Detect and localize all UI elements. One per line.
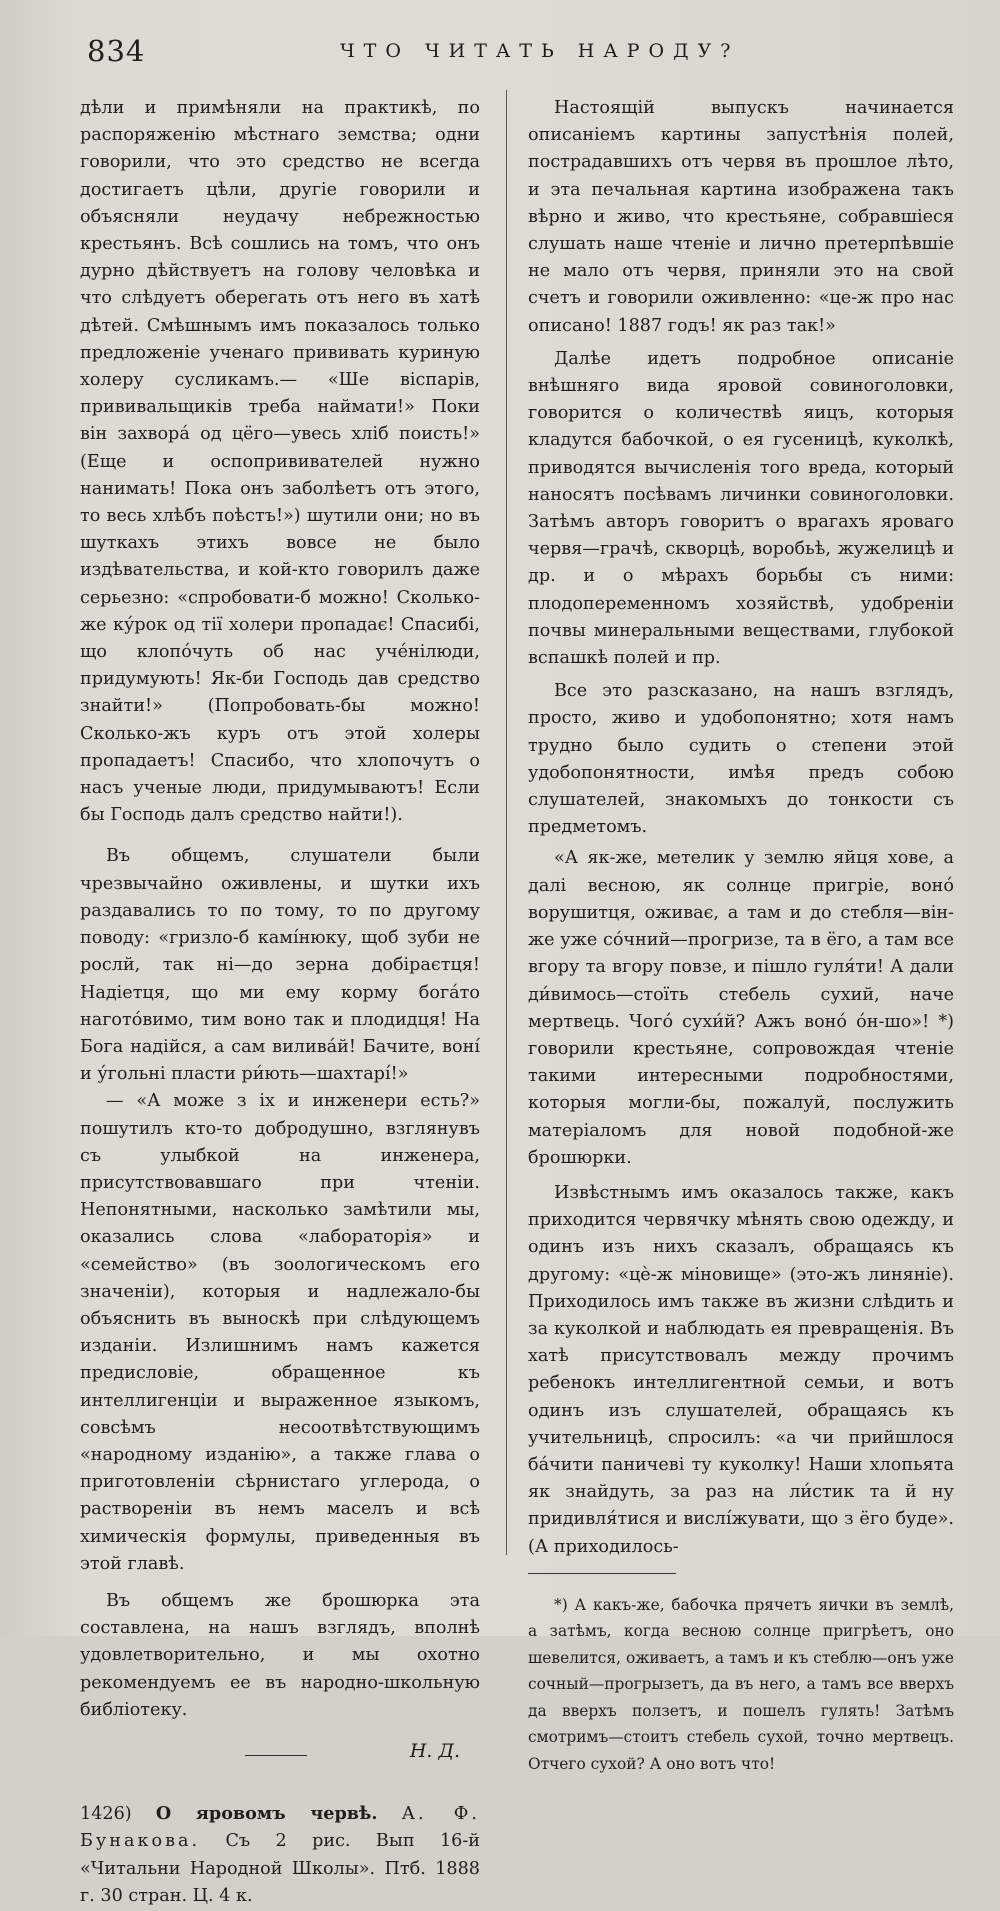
left-paragraph: — «А може з іх и инженери есть?» пошутилъ кто-то добродушно, взглянувъ съ улыбкой на инженера, присутствовавшаго при чтеніи. Непонятными, насколько замѣтили мы, оказались слова «лабораторія» и «семейство» (въ зоологическомъ его значеніи), которыя и надлежало-бы объяснить въ выноскѣ при слѣдующемъ изданіи. Излишнимъ намъ кажется предисловіе, обращенное къ интеллигенціи и выраженное языкомъ, совсѣмъ несоотвѣтствующимъ «народному изданію», а также глава о приготовленіи сѣрнистаго углерода, о раствореніи въ немъ маселъ и всѣ химическія формулы, приведенныя въ этой главѣ. (80, 1091, 480, 1574)
right-paragraph: Все это разсказано, на нашъ взглядъ, просто, живо и удобопонятно; хотя намъ трудно было судить о степени этой удобопонятности, имѣя предъ собою слушателей, знакомыхъ до тонкости съ предметомъ. (528, 681, 954, 838)
footnote-rule (528, 1573, 676, 1574)
left-paragraph: Въ общемъ, слушатели были чрезвычайно оживлены, и шутки ихъ раздавались то по тому, то по другому поводу: «гризло-б камі́нюку, щоб зуби не рослй, так ні—до зерна добіраєтця! Надіетця, що ми ему корму бога́то нагото́вимо, тим воно так и плодидця! На Бога надійся, а сам вилива́й! Бачите, воні́ и у́гольні пласти ри́ють—шахтарі́!» (80, 846, 480, 1085)
column-divider (506, 90, 507, 1555)
running-title: ЧТО ЧИТАТЬ НАРОДУ? (340, 40, 740, 62)
entry-author: А. Ф. Бунакова. (80, 1803, 481, 1852)
bibliography-entry (80, 1800, 480, 1911)
left-column (80, 95, 480, 1911)
page-header (0, 30, 1000, 80)
right-paragraph: Извѣстнымъ имъ оказалось также, какъ приходится червячку мѣнять свою одежду, и одинъ изъ нихъ сказалъ, обращаясь къ другому: «цѐ-ж міновище» (это-жъ линяніе). Приходилось имъ также въ жизни слѣдить и за куколкой и наблюдать ея превращенія. Въ хатѣ присутствовалъ между прочимъ ребенокъ интеллигентной семьи, и вотъ одинъ изъ слушателей, обращаясь къ учительницѣ, спросилъ: «а чи прийшлося ба́чити паничеві ту куколку! Наши хлопьята як знайдуть, за раз на ли́стик та й ну придивля́тися и вислі́жувати, що з ёго буде». (А приходилось- (528, 1182, 954, 1557)
signature-row (80, 1738, 480, 1778)
left-paragraph: дѣли и примѣняли на практикѣ, по распоряженію мѣстнаго земства; одни говорили, что это средство не всегда достигаетъ цѣли, другіе говорили и объясняли неудачу небрежностью крестьянъ. Всѣ сошлись на томъ, что онъ дурно дѣйствуетъ на голову человѣка и что слѣдуетъ оберегать отъ него въ хатѣ дѣтей. Смѣшнымъ имъ показалось только предложеніе ученаго прививать куриную холеру сусликамъ.— «Ше віспарів, прививальщиків треба наймати!» Поки він захвора́ од цёго—увесь хліб поисть!» (Еще и оспопрививателей нужно нанимать! Пока онъ заболѣетъ отъ этого, то весь хлѣбъ поѣстъ!») шутили они; но въ шуткахъ этихъ вовсе не было издѣвательства, и кой-кто говорилъ даже серьезно: «спробовати-б можно! Сколько-же ку́рок од тії холери пропадає! Спасибі, що клопо́чуть об нас уче́нілюди, придумують! Як-би Господь дав средство знайти!» (Попробовать-бы можно! Сколько-жъ куръ отъ этой холеры пропадаетъ! Спасибо, что хлопочутъ о насъ ученые люди, придумываютъ! Если бы Господь далъ средство найти!). (80, 98, 480, 826)
footnote-text: *) А какъ-же, бабочка прячетъ яички въ землѣ, а затѣмъ, когда весною солнце пригрѣетъ, оно шевелится, оживаетъ, а тамъ и къ стеблю—онъ уже сочный—прогрызетъ, да въ него, а тамъ все вверхъ да вверхъ ползетъ, и пошелъ гулять! Затѣмъ смотримъ—стоитъ стебель сухой, точно мертвецъ. Отчего сухой? А оно вотъ что! (528, 1595, 954, 1773)
signature: Н. Д. (409, 1739, 460, 1762)
entry-details: Съ 2 рис. Вып 16-й «Читальни Народной Школы». Птб. 1888 г. 30 стран. Ц. 4 к. (80, 1831, 481, 1907)
entry-title: О яровомъ червѣ. (155, 1802, 378, 1824)
right-paragraph: Настоящій выпускъ начинается описаніемъ картины запустѣнія полей, пострадавшихъ отъ червя въ прошлое лѣто, и эта печальная картина изображена такъ вѣрно и живо, что крестьяне, собравшіеся слушать наше чтеніе и лично претерпѣвшіе не мало отъ червя, приняли это на свой счетъ и говорили оживленно: «це-ж про нас описано! 1887 годъ! як раз так!» (528, 98, 954, 336)
footnote (528, 1592, 954, 1778)
right-paragraph: «А як-же, метелик у землю яйця хове, а далі весною, як солнце пригріе, воно́ ворушитця, оживає, а там и до стебля—він-же уже со́чний—прогризе, та в ёго, а там все вгору та вгору повзе, и пішло гуля́ти! А дали ди́вимось—стоїть стебель сухий, наче мертвець. Чого́ сухи́й? Ажъ воно́ о́н-шо»! *) говорили крестьяне, сопровождая чтеніе такими интересными подробностями, которыя могли-бы, пожалуй, послужить матеріаломъ для новой подобной-же брошюрки. (528, 848, 954, 1168)
page-number: 834 (87, 34, 146, 68)
separator-line (245, 1755, 307, 1756)
right-paragraph: Далѣе идетъ подробное описаніе внѣшняго вида яровой совиноголовки, говорится о количествѣ яицъ, которыя кладутся бабочкой, о ея гусеницѣ, куколкѣ, приводятся вычисленія того вреда, который наносятъ посѣвамъ личинки совиноголовки. Затѣмъ авторъ говоритъ о врагахъ яроваго червя—грачѣ, скворцѣ, воробьѣ, жужелицѣ и др. и о мѣрахъ борьбы съ ними: плодопеременномъ хозяйствѣ, удобреніи почвы минеральными веществами, глубокой вспашкѣ полей и пр. (528, 348, 954, 669)
right-column (528, 95, 954, 1777)
entry-number: 1426) (80, 1803, 132, 1824)
left-paragraph: Въ общемъ же брошюрка эта составлена, на нашъ взглядъ, вполнѣ удовлетворительно, и мы охотно рекомендуемъ ее въ народно-школьную библіотеку. (80, 1590, 480, 1720)
